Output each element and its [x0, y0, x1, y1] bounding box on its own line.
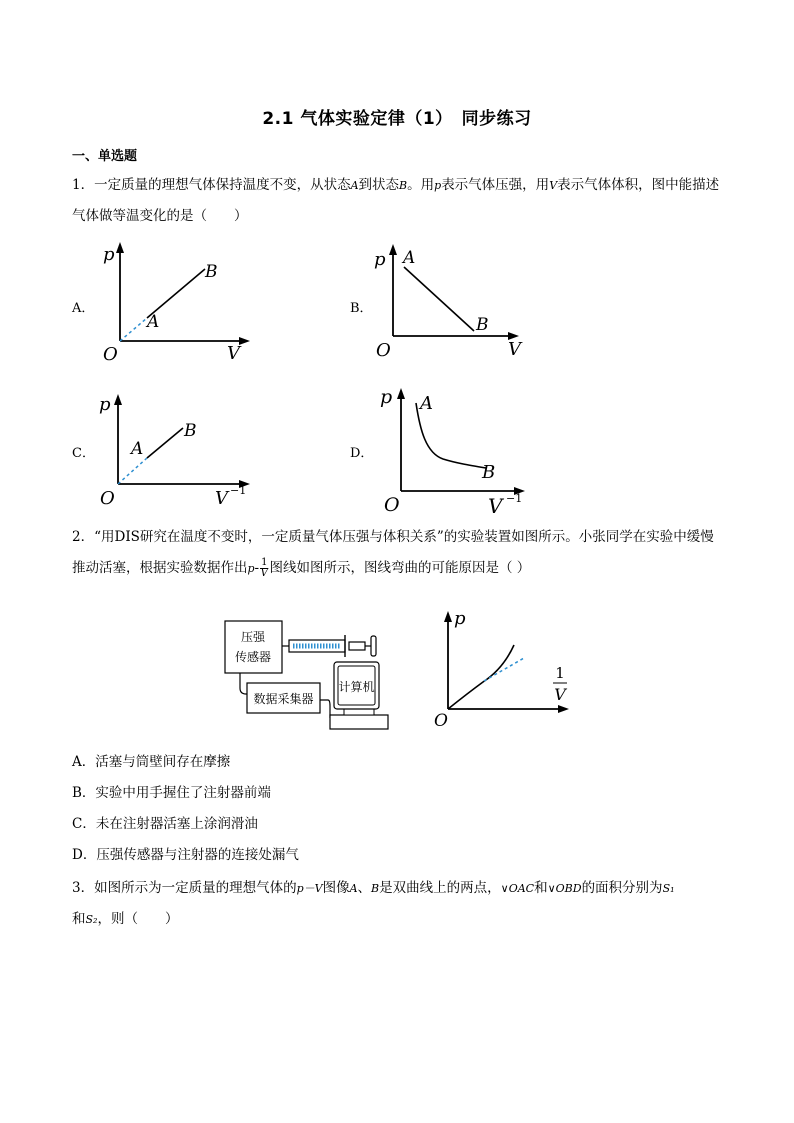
- point-b-label: B: [476, 315, 489, 335]
- axis-y-label: p: [103, 244, 115, 265]
- q2-p-inverse-v-graph: [428, 605, 578, 730]
- q1-text-b: 到状态: [358, 177, 400, 193]
- origin-label: O: [384, 494, 400, 516]
- axis-y-label: p: [374, 249, 386, 270]
- origin-label: O: [376, 340, 391, 361]
- point-a-label: A: [131, 439, 144, 459]
- q1-option-a-label: A．: [72, 301, 95, 316]
- q1-var-p: p: [434, 179, 442, 192]
- q2-frac-dash: -: [254, 560, 260, 576]
- point-a-label: A: [420, 393, 433, 414]
- q2-option-a: A．活塞与筒壁间存在摩擦: [72, 754, 231, 770]
- q2-text-a: 2．“用DIS研究在温度不变时，一定质量气体压强与体积关系”的实验装置如图所示。小张同学在实验中缓慢推动活塞，根据实验数据作出: [72, 529, 714, 576]
- q2-option-d: D．压强传感器与注射器的连接处漏气: [72, 847, 299, 863]
- q2-text-b: 图线如图所示，图线弯曲的可能原因是（ ）: [269, 560, 531, 576]
- axis-x-numerator: 1: [555, 664, 565, 682]
- q1-option-c-graph: [95, 388, 265, 513]
- q2-frac-p: p: [247, 562, 255, 575]
- q3-text-e: 的面积分别为: [581, 880, 663, 896]
- q3-sep: 、: [357, 880, 372, 896]
- q3-text-b: 图像: [322, 880, 350, 896]
- q3-s2: S₂: [85, 913, 98, 926]
- q1-option-b-graph: [370, 238, 540, 368]
- origin-label: O: [434, 711, 448, 730]
- axis-x-superscript: −1: [230, 484, 247, 497]
- axis-y-label: p: [454, 608, 466, 629]
- q2-fraction: [260, 558, 268, 579]
- q1-text-a: 1．一定质量的理想气体保持温度不变，从状态: [72, 177, 351, 193]
- q2-option-b: B．实验中用手握住了注射器前端: [72, 785, 271, 801]
- q3-pv: p－V: [296, 882, 323, 895]
- axis-y-label: p: [380, 386, 393, 408]
- point-b-label: B: [482, 462, 496, 483]
- q3-triangle-oac: ∨OAC: [500, 882, 535, 895]
- q3-text-d: 和: [534, 880, 548, 896]
- q2-frac-den: V: [260, 568, 268, 579]
- axis-x-label: V: [488, 494, 503, 518]
- question-1-text: [72, 170, 724, 232]
- point-a-label: A: [147, 312, 160, 332]
- q3-text-g: ，则（ ）: [97, 911, 179, 927]
- axis-x-superscript: −1: [506, 492, 523, 505]
- section-heading: 一、单选题: [72, 149, 138, 164]
- q1-text-c: 。用: [407, 177, 435, 193]
- origin-label: O: [100, 488, 115, 509]
- q3-triangle-obd: ∨OBD: [547, 882, 582, 895]
- axis-x-denominator: V: [554, 685, 566, 704]
- q1-option-b-label: B．: [350, 301, 373, 316]
- q3-s1: S₁: [662, 882, 675, 895]
- collector-label: 数据采集器: [253, 692, 314, 706]
- q1-option-d-label: D．: [350, 446, 374, 461]
- q1-var-a: A: [350, 179, 359, 192]
- q3-var-a: A: [349, 882, 358, 895]
- q3-text-f: 和: [72, 911, 86, 927]
- q1-option-c-label: C．: [72, 446, 95, 461]
- q1-text-d: 表示气体压强，用: [441, 177, 550, 193]
- q1-var-b: B: [399, 179, 408, 192]
- q2-option-c: C．未在注射器活塞上涂润滑油: [72, 816, 258, 832]
- page-title: 2.1 气体实验定律（1） 同步练习: [262, 109, 532, 129]
- dis-apparatus-diagram: [222, 618, 392, 733]
- point-b-label: B: [205, 262, 218, 282]
- q3-text-c: 是双曲线上的两点，: [379, 880, 501, 896]
- question-2-text: [72, 522, 724, 584]
- q1-var-v: V: [549, 179, 558, 192]
- point-b-label: B: [184, 421, 197, 441]
- point-a-label: A: [403, 248, 416, 268]
- computer-label: 计算机: [338, 680, 375, 694]
- q2-frac-num: 1: [261, 557, 268, 568]
- axis-x-label: V: [508, 339, 521, 360]
- q1-text-e: 表示气体体积，图中能描述气体做等温变化的是（ ）: [72, 177, 720, 224]
- origin-label: O: [103, 344, 118, 365]
- q1-option-a-graph: [95, 238, 265, 368]
- q3-var-b: B: [371, 882, 380, 895]
- q1-option-d-graph: [370, 380, 545, 520]
- sensor-label-line1: 压强: [240, 630, 266, 644]
- axis-x-label: V: [215, 488, 228, 509]
- axis-x-label: V: [227, 343, 240, 364]
- sensor-label-line2: 传感器: [234, 650, 272, 664]
- q3-text-a: 3．如图所示为一定质量的理想气体的: [72, 880, 297, 896]
- axis-y-label: p: [99, 394, 111, 415]
- question-3-text: [72, 873, 724, 935]
